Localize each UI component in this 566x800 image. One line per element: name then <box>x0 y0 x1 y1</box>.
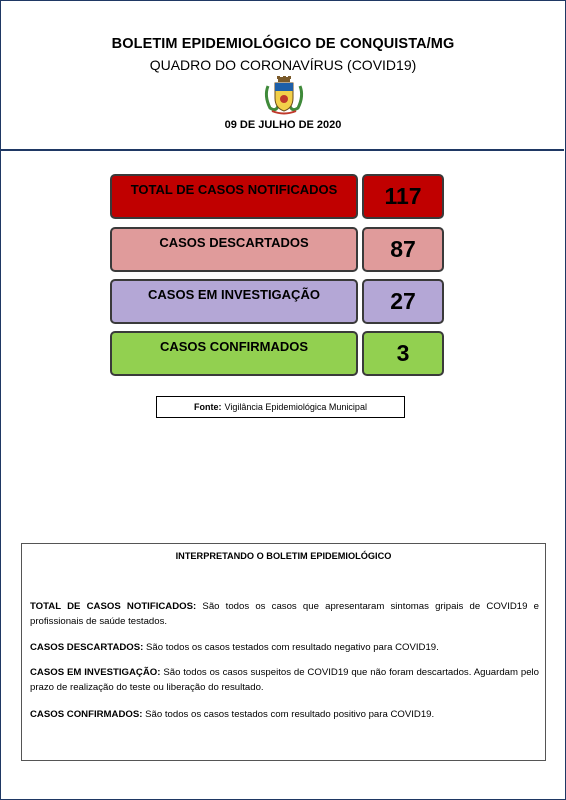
definition-text: São todos os casos suspeitos de COVID19 que não foram descartados. Aguardam pelo prazo de realização do teste ou liberação do resultado. <box>30 667 539 693</box>
definition-term: CASOS EM INVESTIGAÇÃO: <box>30 667 161 678</box>
definition-term: TOTAL DE CASOS NOTIFICADOS: <box>30 601 197 612</box>
definition-notified <box>30 599 539 629</box>
coat-of-arms-icon <box>262 76 306 116</box>
stat-label-investigating: CASOS EM INVESTIGAÇÃO <box>110 279 358 324</box>
definition-confirmed <box>30 707 539 722</box>
stat-value-notified: 117 <box>362 174 444 219</box>
interpretation-box <box>21 543 546 761</box>
page-title: BOLETIM EPIDEMIOLÓGICO DE CONQUISTA/MG <box>111 36 455 52</box>
source-text: Vigilância Epidemiológica Municipal <box>224 402 367 412</box>
stat-value-discarded: 87 <box>362 227 444 272</box>
definition-investigating <box>30 665 539 695</box>
source-box <box>156 396 405 418</box>
stat-label-confirmed: CASOS CONFIRMADOS <box>110 331 358 376</box>
stat-value-investigating: 27 <box>362 279 444 324</box>
definition-term: CASOS DESCARTADOS: <box>30 642 144 653</box>
header <box>0 0 564 151</box>
stat-label-discarded: CASOS DESCARTADOS <box>110 227 358 272</box>
stat-value-confirmed: 3 <box>362 331 444 376</box>
stat-label-notified: TOTAL DE CASOS NOTIFICADOS <box>110 174 358 219</box>
definition-term: CASOS CONFIRMADOS: <box>30 709 143 720</box>
bulletin-date: 09 DE JULHO DE 2020 <box>224 119 342 131</box>
definition-discarded <box>30 640 539 655</box>
definition-text: São todos os casos testados com resultado positivo para COVID19. <box>145 709 435 720</box>
page-subtitle: QUADRO DO CORONAVÍRUS (COVID19) <box>149 57 417 73</box>
interpretation-title: INTERPRETANDO O BOLETIM EPIDEMIOLÓGICO <box>175 551 392 561</box>
definition-text: São todos os casos testados com resultado negativo para COVID19. <box>146 642 439 653</box>
source-label: Fonte: <box>194 402 222 412</box>
definition-text: São todos os casos que apresentaram sintomas gripais de COVID19 e profissionais de saúde testados. <box>30 601 539 627</box>
